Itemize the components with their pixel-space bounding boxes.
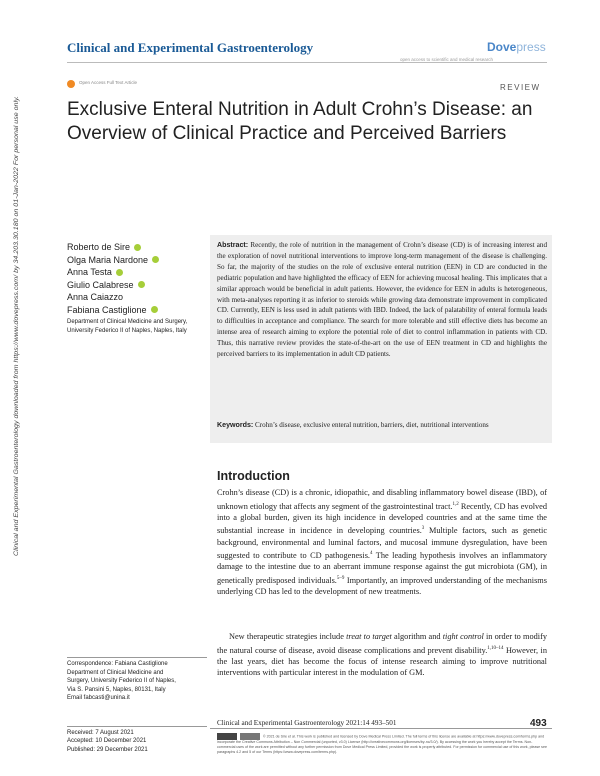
license-text [217,733,547,755]
download-watermark-text: Clinical and Experimental Gastroenterology downloaded from https://www.dovepress.com/ by 34.203.30.180 on 01-Jan-2022 For personal use only. [13,151,20,556]
dove-license-icon[interactable] [240,733,260,740]
publisher-tagline: open access to scientific and medical research [400,57,494,62]
keywords [217,420,547,431]
text: Crohn’s disease (CD) is a chronic, idiopathic, and disabling inflammatory bowel disease (IBD), of unknown etiology that affects any segment of the gastrointestinal tract. [217,488,547,511]
author-name: Fabiana Castiglione [67,304,147,315]
correspondence-divider [67,657,207,658]
author[interactable] [67,279,159,292]
correspondence-line: Surgery, University Federico II of Naples, [67,678,176,684]
section-heading: Introduction [217,469,290,483]
publication-dates [67,729,148,754]
correspondence-line: Via S. Pansini 5, Naples, 80131, Italy [67,686,166,693]
journal-title: Clinical and Experimental Gastroenterology [67,40,314,55]
keywords-label: Keywords: [217,421,254,429]
citation-ref[interactable]: 5–9 [336,575,345,581]
footer-divider [210,728,552,729]
author-name: Anna Caiazzo [67,292,124,302]
text: New therapeutic strategies include [229,632,347,641]
text: Importantly, an improved understanding of the mechanisms underlying CD has led to the development of new treatments. [217,575,547,597]
author[interactable] [67,266,159,279]
header-divider [67,62,547,63]
open-access-icon [67,80,75,88]
text: algorithm and [391,632,443,641]
keywords-text: Crohn’s disease, exclusive enteral nutrition, barriers, diet, nutritional interventions [255,421,489,429]
author-name: Giulio Calabrese [67,279,134,290]
orcid-icon[interactable] [152,256,159,263]
text: Recently, CD has evolved into a global burden, given its high incidence in developed countries and at the same time the substantial increase in incidence in developing countries. [217,501,547,536]
dates-divider [67,726,207,727]
abstract-label: Abstract: [217,241,249,249]
abstract-text: Recently, the role of nutrition in the management of Crohn’s disease (CD) is of increasing interest and the exploration of novel nutritional interventions to improve long-term management of the disease is challenging. So far, the majority of the studies on the role of exclusive enteral nutrition (EEN) in CD are conducted in the pediatric population and have highlighted the efficacy of EEN for achieving mucosal healing. This implicates that a similar approach would be beneficial in adult patients. However, the evidence for EEN in adults is heterogeneous, with meta-analyses reporting it as inferior to steroids while growing data demonstrate improvement in complicated CD. Currently, EEN is less used in adult patients with IBD. Indeed, the lack of palatability of enteral formula leads to difficulties in acceptance and compliance. The search for more tolerable and still effective diets has become an intense area of research aiming to explore the potential role of diet to control inflammation in patients with CD. Thus, this narrative review provides the state-of-the-art on the use of EEN treatment in CD and highlights the perceived barriers to its implementation in adult CD patients. [217,241,547,359]
article-type: REVIEW [500,83,541,92]
author-name: Olga Maria Nardone [67,254,149,265]
download-watermark [10,92,28,556]
orcid-icon[interactable] [116,269,123,276]
date-accepted: Accepted: 10 December 2021 [67,738,147,745]
author-name: Roberto de Sire [67,242,131,252]
orcid-icon[interactable] [138,281,145,288]
author[interactable] [67,241,159,254]
author-affiliation: Department of Clinical Medicine and Surgery, University Federico II of Naples, Naples, Italy [67,319,188,334]
publisher-logo-main: Dove [487,40,517,54]
correspondence-line: Department of Clinical Medicine and [67,669,164,676]
publisher-logo [487,40,546,54]
intro-paragraph-1 [217,487,547,598]
cc-license-icon[interactable] [217,733,237,740]
citation-ref[interactable]: 1,10–14 [487,645,504,651]
correspondence [67,660,207,703]
article-title: Exclusive Enteral Nutrition in Adult Crohn’s Disease: an Overview of Clinical Practice and Perceived Barriers [67,99,533,144]
citation-ref[interactable]: 4 [370,551,373,557]
author-name: Anna Testa [67,267,112,277]
author[interactable] [67,304,159,317]
text: The leading hypothesis involves an inflammatory damage to the intestine due to an aberrant immune response against the gut microbiota (GM), in genetically predisposed individuals. [217,550,547,585]
author-list [67,241,159,316]
author[interactable] [67,291,159,304]
citation-ref[interactable]: 1,2 [452,501,459,507]
open-access-label: Open Access Full Text Article [79,80,137,85]
date-received: Received: 7 August 2021 [67,730,134,736]
italic-term: treat to target [346,632,392,641]
correspondence-email[interactable]: Email fabcasti@unina.it [67,695,130,701]
orcid-icon[interactable] [151,306,158,313]
text: However, in the last years, diet has become the focus of intense research aiming to improve nutritional interventions with particular interest in the modulation of GM. [217,645,547,678]
abstract [217,240,547,360]
publisher-logo-suffix: press [516,40,546,54]
date-published: Published: 29 December 2021 [67,746,148,753]
citation-ref[interactable]: 3 [421,526,425,532]
text: in order to modify the natural course of disease, avoid disease complications and prevent disability. [217,632,547,655]
footer-citation: Clinical and Experimental Gastroenterology 2021:14 493–501 [217,719,397,727]
italic-term: tight control [442,632,484,641]
license-body: © 2021 de Sire et al. This work is published and licensed by Dove Medical Press Limited. The full terms of this license are available at https://www.dovepress.com/terms.php and incorporate the Creative Commons Attribution – Non Commercial (unported, v3.0) License (http://creativecommons.org/licenses/by-nc/3.0/). By accessing the work you hereby accept the Terms. Non-commercial uses of the work are permitted without any further permission from Dove Medical Press Limited, provided the work is properly attributed. For permission for commercial use of this work, please see paragraphs 4.2 and 5 of our Terms (https://www.dovepress.com/terms.php). [217,734,547,754]
correspondence-label: Correspondence: Fabiana Castiglione [67,661,168,667]
orcid-icon[interactable] [134,244,141,251]
author[interactable] [67,254,159,267]
page-number: 493 [530,718,547,729]
intro-paragraph-2 [217,631,547,679]
text: Multiple factors, such as genetic background, environmental and luminal factors, and mucosal immune dysregulation, have been suggested to contribute to CD pathogenesis. [217,526,548,560]
